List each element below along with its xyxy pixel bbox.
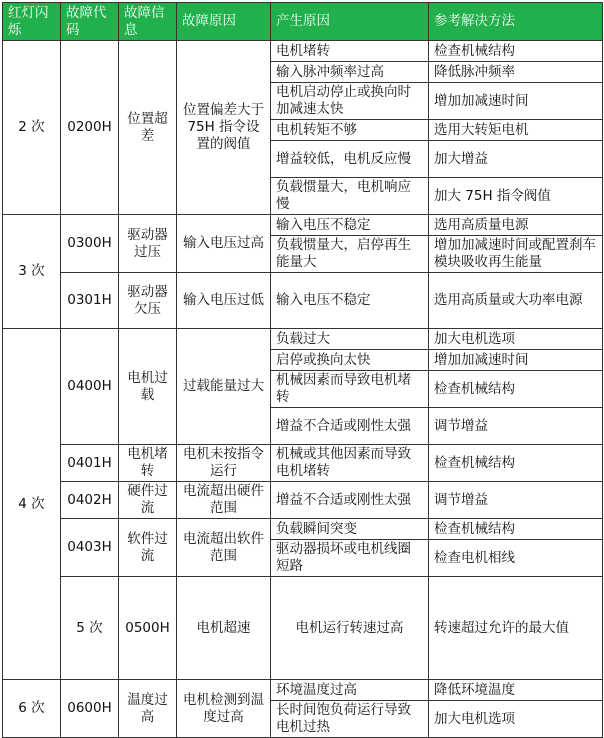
fault-reason-cell: 位置偏差大于 75H 指令设置的阀值 [177, 41, 271, 215]
table-header-row [3, 3, 603, 41]
solution-cell: 增加加减速时间 [429, 83, 603, 120]
fault-info-cell: 驱动器欠压 [119, 273, 177, 329]
cause-cell: 机械因素而导致电机堵转 [271, 371, 429, 408]
solution-cell: 增加加减速时间或配置刹车模块吸收再生能量 [429, 236, 603, 273]
cause-cell: 负载惯量大，启停再生能量大 [271, 236, 429, 273]
cause-cell: 启停或换向太快 [271, 350, 429, 371]
solution-cell: 加大电机选项 [429, 701, 603, 738]
cause-cell: 驱动器损坏或电机线圈短路 [271, 540, 429, 577]
fault-code-cell: 0400H [61, 329, 119, 445]
solution-cell: 调节增益 [429, 408, 603, 445]
cause-cell: 增益不合适或刚性太强 [271, 408, 429, 445]
cause-cell: 增益较低，电机反应慢 [271, 141, 429, 178]
solution-cell: 检查机械结构 [429, 519, 603, 540]
cause-cell: 增益不合适或刚性太强 [271, 482, 429, 519]
fault-info-cell: 电机堵转 [119, 445, 177, 482]
fault-code-cell: 0300H [61, 215, 119, 273]
solution-cell: 调节增益 [429, 482, 603, 519]
cause-cell: 长时间饱负荷运行导致电机过热 [271, 701, 429, 738]
fault-code-cell: 0401H [61, 445, 119, 482]
solution-cell: 降低环境温度 [429, 680, 603, 701]
blink-count-cell: 3 次 [3, 215, 61, 329]
fault-reason-cell: 电机检测到温度过高 [177, 680, 271, 738]
table-row [3, 445, 603, 482]
cause-cell: 电机启动停止或换向时加减速太快 [271, 83, 429, 120]
cause-cell: 输入电压不稳定 [271, 273, 429, 329]
table-row [3, 41, 603, 62]
header-solution: 参考解决方法 [429, 3, 603, 41]
cause-cell: 输入脉冲频率过高 [271, 62, 429, 83]
fault-reason-cell: 输入电压过高 [177, 215, 271, 273]
fault-info-cell: 驱动器过压 [119, 215, 177, 273]
header-code: 故障代码 [61, 3, 119, 41]
fault-code-cell: 0403H [61, 519, 119, 577]
solution-cell: 加大电机选项 [429, 329, 603, 350]
header-blink: 红灯闪烁 [3, 3, 61, 41]
table-row [3, 273, 603, 329]
solution-cell: 选用高质量电源 [429, 215, 603, 236]
solution-cell: 检查电机相线 [429, 540, 603, 577]
fault-info-cell: 软件过流 [119, 519, 177, 577]
table-row [3, 519, 603, 540]
solution-cell: 加大 75H 指令阀值 [429, 178, 603, 215]
fault-info-cell: 电机超速 [177, 577, 271, 680]
cause-cell: 机械或其他因素而导致电机堵转 [271, 445, 429, 482]
fault-info-cell: 位置超差 [119, 41, 177, 215]
cause-cell: 负载过大 [271, 329, 429, 350]
solution-cell: 检查机械结构 [429, 41, 603, 62]
fault-code-cell: 0301H [61, 273, 119, 329]
cause-cell: 负载瞬间突变 [271, 519, 429, 540]
fault-info-cell: 温度过高 [119, 680, 177, 738]
fault-reason-cell: 电机运行转速过高 [271, 577, 429, 680]
blink-count-cell: 4 次 [3, 329, 61, 680]
fault-reason-cell: 输入电压过低 [177, 273, 271, 329]
solution-cell: 加大增益 [429, 141, 603, 178]
cause-cell: 电机堵转 [271, 41, 429, 62]
solution-cell: 降低脉冲频率 [429, 62, 603, 83]
fault-code-cell: 0600H [61, 680, 119, 738]
solution-cell: 增加加减速时间 [429, 350, 603, 371]
solution-cell: 检查机械结构 [429, 445, 603, 482]
fault-code-cell: 0200H [61, 41, 119, 215]
fault-info-cell: 硬件过流 [119, 482, 177, 519]
header-cause: 产生原因 [271, 3, 429, 41]
table-row [3, 482, 603, 519]
cause-cell: 电机转矩不够 [271, 120, 429, 141]
fault-code-cell: 0500H [119, 577, 177, 680]
table-row [3, 577, 603, 680]
fault-info-cell: 电机过载 [119, 329, 177, 445]
header-info: 故障信息 [119, 3, 177, 41]
cause-cell: 环境温度过高 [271, 680, 429, 701]
fault-reason-cell: 电流超出硬件范围 [177, 482, 271, 519]
blink-count-cell: 6 次 [3, 680, 61, 738]
table-row [3, 215, 603, 236]
cause-cell: 输入电压不稳定 [271, 215, 429, 236]
solution-cell: 选用大转矩电机 [429, 120, 603, 141]
table-row [3, 329, 603, 350]
cause-cell: 转速超过允许的最大值 [429, 577, 603, 680]
cause-cell: 负载惯量大，电机响应慢 [271, 178, 429, 215]
blink-count-cell: 2 次 [3, 41, 61, 215]
table-row [3, 680, 603, 701]
header-reason: 故障原因 [177, 3, 271, 41]
fault-reason-cell: 过载能量过大 [177, 329, 271, 445]
fault-reason-cell: 电机未按指令运行 [177, 445, 271, 482]
fault-code-cell: 0402H [61, 482, 119, 519]
blink-count-cell: 5 次 [61, 577, 119, 680]
fault-reason-cell: 电流超出软件范围 [177, 519, 271, 577]
solution-cell: 选用高质量或大功率电源 [429, 273, 603, 329]
solution-cell: 检查机械结构 [429, 371, 603, 408]
fault-code-table [2, 2, 603, 738]
